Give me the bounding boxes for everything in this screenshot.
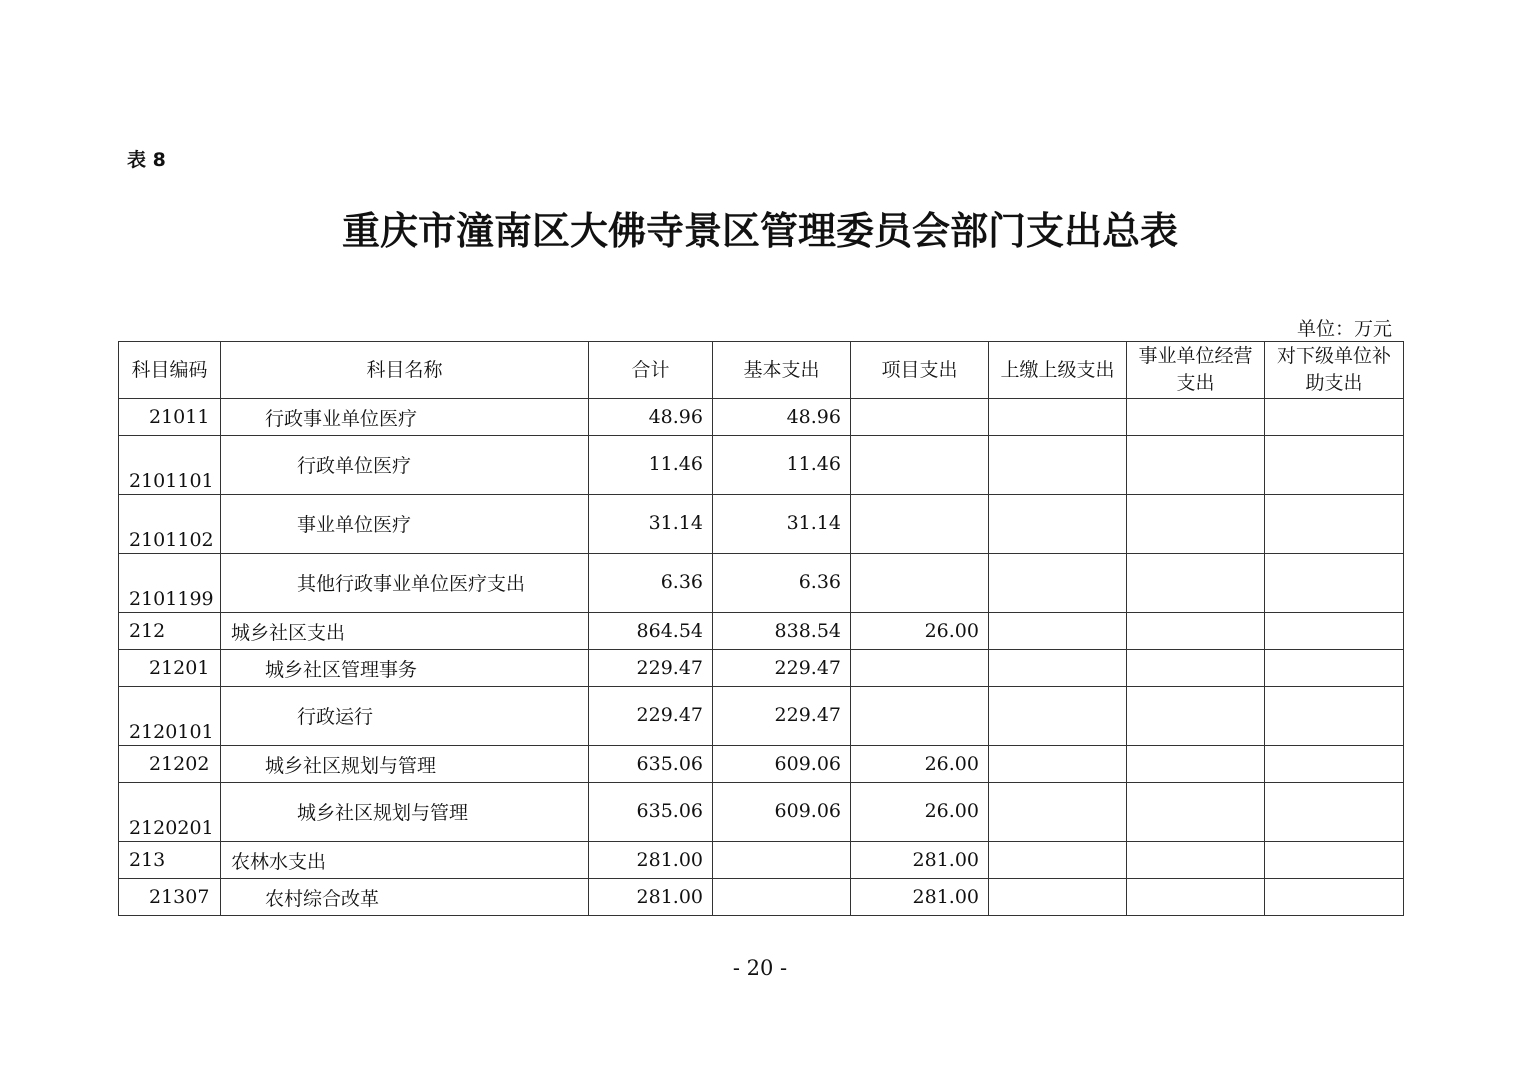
cell-subsidy: [1265, 436, 1404, 495]
cell-upper: [989, 613, 1127, 650]
table-row: [119, 879, 1404, 916]
cell-basic: 48.96: [713, 399, 851, 436]
header-business: 事业单位经营支出: [1127, 342, 1265, 399]
table-row: [119, 399, 1404, 436]
cell-code: 2101199: [119, 554, 221, 613]
cell-business: [1127, 613, 1265, 650]
table-header-row: [119, 342, 1404, 399]
cell-code: 21202: [119, 746, 221, 783]
cell-business: [1127, 650, 1265, 687]
cell-project: [851, 399, 989, 436]
cell-basic: 6.36: [713, 554, 851, 613]
cell-upper: [989, 399, 1127, 436]
header-upper: 上缴上级支出: [989, 342, 1127, 399]
cell-total: 6.36: [589, 554, 713, 613]
expenditure-table: [118, 341, 1404, 916]
cell-name: 城乡社区管理事务: [221, 650, 589, 687]
cell-name: 行政事业单位医疗: [221, 399, 589, 436]
cell-code: 2120101: [119, 687, 221, 746]
cell-upper: [989, 842, 1127, 879]
table-label: 表 8: [127, 149, 166, 171]
cell-total: 635.06: [589, 783, 713, 842]
cell-subsidy: [1265, 746, 1404, 783]
cell-business: [1127, 783, 1265, 842]
cell-project: 281.00: [851, 879, 989, 916]
cell-subsidy: [1265, 650, 1404, 687]
cell-name: 行政单位医疗: [221, 436, 589, 495]
cell-business: [1127, 746, 1265, 783]
cell-code: 212: [119, 613, 221, 650]
cell-basic: [713, 879, 851, 916]
cell-total: 31.14: [589, 495, 713, 554]
table-row: [119, 842, 1404, 879]
cell-total: 635.06: [589, 746, 713, 783]
cell-subsidy: [1265, 613, 1404, 650]
cell-name: 农林水支出: [221, 842, 589, 879]
cell-basic: 229.47: [713, 650, 851, 687]
cell-total: 229.47: [589, 687, 713, 746]
cell-code: 2120201: [119, 783, 221, 842]
cell-name: 城乡社区规划与管理: [221, 783, 589, 842]
cell-code: 21201: [119, 650, 221, 687]
cell-name: 行政运行: [221, 687, 589, 746]
header-basic: 基本支出: [713, 342, 851, 399]
cell-project: [851, 554, 989, 613]
cell-project: 26.00: [851, 783, 989, 842]
cell-business: [1127, 687, 1265, 746]
cell-code: 21011: [119, 399, 221, 436]
cell-code: 2101101: [119, 436, 221, 495]
cell-code: 21307: [119, 879, 221, 916]
cell-upper: [989, 495, 1127, 554]
cell-total: 48.96: [589, 399, 713, 436]
header-name: 科目名称: [221, 342, 589, 399]
table-row: [119, 650, 1404, 687]
table-row: [119, 554, 1404, 613]
cell-total: 11.46: [589, 436, 713, 495]
table-row: [119, 783, 1404, 842]
cell-basic: 31.14: [713, 495, 851, 554]
cell-project: 281.00: [851, 842, 989, 879]
page-number: - 20 -: [732, 956, 788, 980]
cell-total: 229.47: [589, 650, 713, 687]
cell-business: [1127, 399, 1265, 436]
cell-code: 2101102: [119, 495, 221, 554]
cell-project: 26.00: [851, 613, 989, 650]
document-title: 重庆市潼南区大佛寺景区管理委员会部门支出总表: [341, 209, 1178, 253]
header-project: 项目支出: [851, 342, 989, 399]
cell-upper: [989, 783, 1127, 842]
cell-subsidy: [1265, 783, 1404, 842]
header-total: 合计: [589, 342, 713, 399]
cell-name: 其他行政事业单位医疗支出: [221, 554, 589, 613]
cell-business: [1127, 842, 1265, 879]
table-row: [119, 495, 1404, 554]
cell-project: [851, 495, 989, 554]
cell-basic: 609.06: [713, 746, 851, 783]
cell-business: [1127, 436, 1265, 495]
cell-total: 864.54: [589, 613, 713, 650]
cell-name: 农村综合改革: [221, 879, 589, 916]
cell-upper: [989, 746, 1127, 783]
cell-basic: 11.46: [713, 436, 851, 495]
cell-upper: [989, 436, 1127, 495]
table-row: [119, 687, 1404, 746]
cell-name: 城乡社区规划与管理: [221, 746, 589, 783]
header-subsidy: 对下级单位补助支出: [1265, 342, 1404, 399]
cell-upper: [989, 650, 1127, 687]
cell-name: 事业单位医疗: [221, 495, 589, 554]
cell-name: 城乡社区支出: [221, 613, 589, 650]
cell-basic: [713, 842, 851, 879]
cell-subsidy: [1265, 879, 1404, 916]
cell-code: 213: [119, 842, 221, 879]
unit-label: 单位：万元: [1296, 318, 1392, 340]
cell-upper: [989, 687, 1127, 746]
cell-project: [851, 687, 989, 746]
header-code: 科目编码: [119, 342, 221, 399]
cell-subsidy: [1265, 495, 1404, 554]
cell-business: [1127, 495, 1265, 554]
cell-total: 281.00: [589, 842, 713, 879]
cell-subsidy: [1265, 687, 1404, 746]
table-row: [119, 746, 1404, 783]
cell-business: [1127, 879, 1265, 916]
cell-business: [1127, 554, 1265, 613]
table-row: [119, 613, 1404, 650]
cell-basic: 229.47: [713, 687, 851, 746]
cell-upper: [989, 554, 1127, 613]
cell-subsidy: [1265, 554, 1404, 613]
cell-basic: 609.06: [713, 783, 851, 842]
cell-project: [851, 436, 989, 495]
cell-subsidy: [1265, 399, 1404, 436]
table-row: [119, 436, 1404, 495]
cell-subsidy: [1265, 842, 1404, 879]
cell-project: [851, 650, 989, 687]
cell-upper: [989, 879, 1127, 916]
cell-basic: 838.54: [713, 613, 851, 650]
cell-total: 281.00: [589, 879, 713, 916]
cell-project: 26.00: [851, 746, 989, 783]
